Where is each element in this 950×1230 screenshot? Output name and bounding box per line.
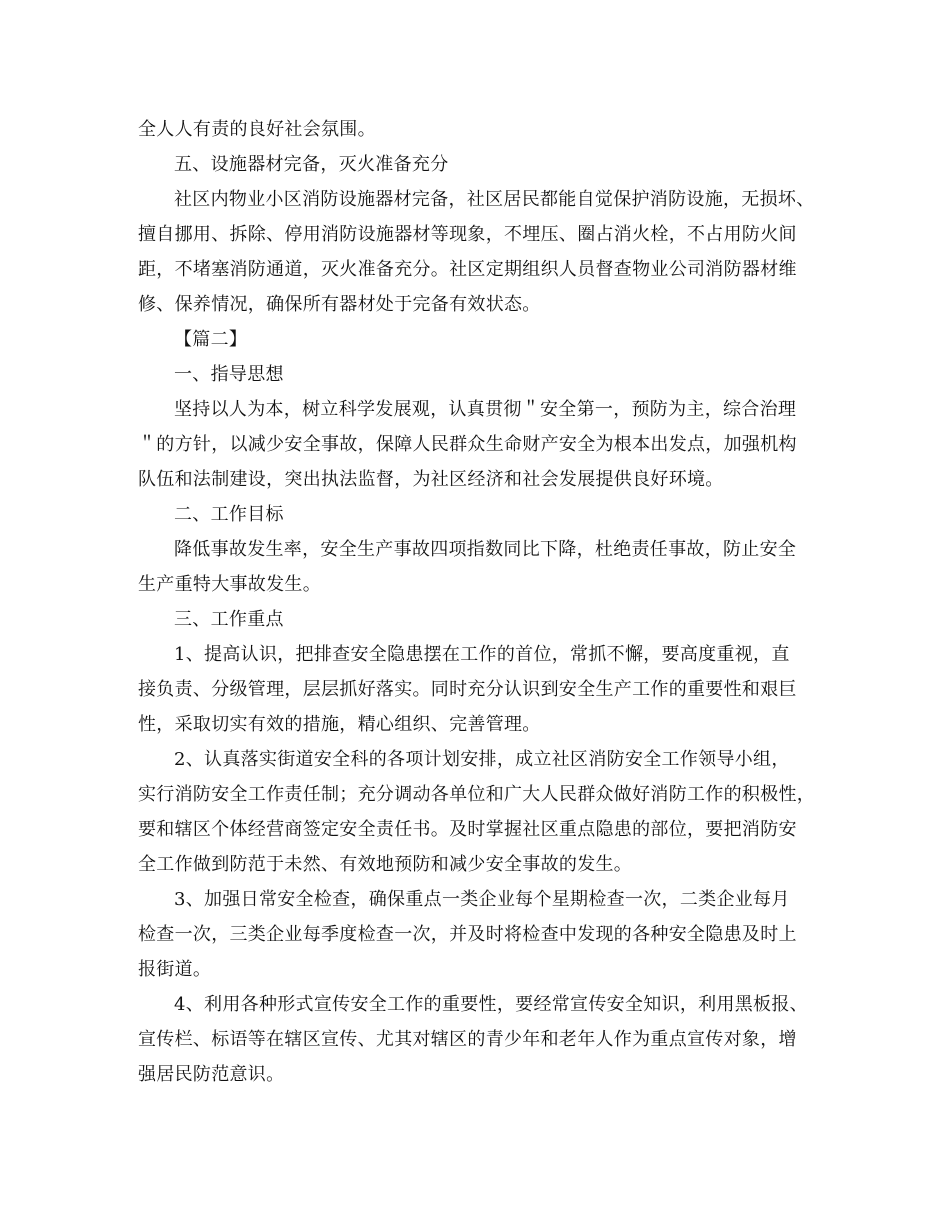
list-item-line: 2、认真落实街道安全科的各项计划安排，成立社区消防安全工作领导小组， <box>174 749 790 770</box>
paragraph-line: 全人人有责的良好社会氛围。 <box>138 119 376 140</box>
list-item-line: 3、加强日常安全检查，确保重点一类企业每个星期检查一次，二类企业每月 <box>174 889 790 910</box>
paragraph-line: 擅自挪用、拆除、停用消防设施器材等现象，不埋压、圈占消火栓，不占用防火间 <box>138 224 797 245</box>
paragraph-line: 队伍和法制建设，突出执法监督，为社区经济和社会发展提供良好环境。 <box>138 469 724 490</box>
list-item-line: 实行消防安全工作责任制；充分调动各单位和广大人民群众做好消防工作的积极性， <box>138 784 816 805</box>
list-item-line: 报街道。 <box>138 959 212 980</box>
list-item-line: 接负责、分级管理，层层抓好落实。同时充分认识到安全生产工作的重要性和艰巨 <box>138 679 797 700</box>
list-item-line: 检查一次，三类企业每季度检查一次，并及时将检查中发现的各种安全隐患及时上 <box>138 924 797 945</box>
list-item-line: 宣传栏、标语等在辖区宣传、尤其对辖区的青少年和老年人作为重点宣传对象，增 <box>138 1029 797 1050</box>
part-heading: 【篇二】 <box>174 329 248 350</box>
paragraph-line: ＂的方针，以减少安全事故，保障人民群众生命财产安全为根本出发点，加强机构 <box>138 434 797 455</box>
paragraph-line: 降低事故发生率，安全生产事故四项指数同比下降，杜绝责任事故，防止安全 <box>174 539 797 560</box>
paragraph-line: 社区内物业小区消防设施器材完备，社区居民都能自觉保护消防设施，无损坏、 <box>174 189 815 210</box>
section-heading: 三、工作重点 <box>174 609 284 630</box>
paragraph-line: 生产重特大事故发生。 <box>138 574 321 595</box>
paragraph-line: 修、保养情况，确保所有器材处于完备有效状态。 <box>138 294 541 315</box>
section-heading: 二、工作目标 <box>174 504 284 525</box>
paragraph-line: 距，不堵塞消防通道，灭火准备充分。社区定期组织人员督查物业公司消防器材维 <box>138 259 797 280</box>
section-heading: 五、设施器材完备，灭火准备充分 <box>174 154 449 175</box>
list-item-line: 要和辖区个体经营商签定安全责任书。及时掌握社区重点隐患的部位，要把消防安 <box>138 819 797 840</box>
section-heading: 一、指导思想 <box>174 364 284 385</box>
list-item-line: 全工作做到防范于未然、有效地预防和减少安全事故的发生。 <box>138 854 633 875</box>
list-item-line: 性，采取切实有效的措施，精心组织、完善管理。 <box>138 714 541 735</box>
list-item-line: 4、利用各种形式宣传安全工作的重要性，要经常宣传安全知识，利用黑板报、 <box>174 994 808 1015</box>
list-item-line: 强居民防范意识。 <box>138 1064 285 1085</box>
list-item-line: 1、提高认识，把排查安全隐患摆在工作的首位，常抓不懈，要高度重视，直 <box>174 644 790 665</box>
paragraph-line: 坚持以人为本，树立科学发展观，认真贯彻＂安全第一，预防为主，综合治理 <box>174 399 797 420</box>
